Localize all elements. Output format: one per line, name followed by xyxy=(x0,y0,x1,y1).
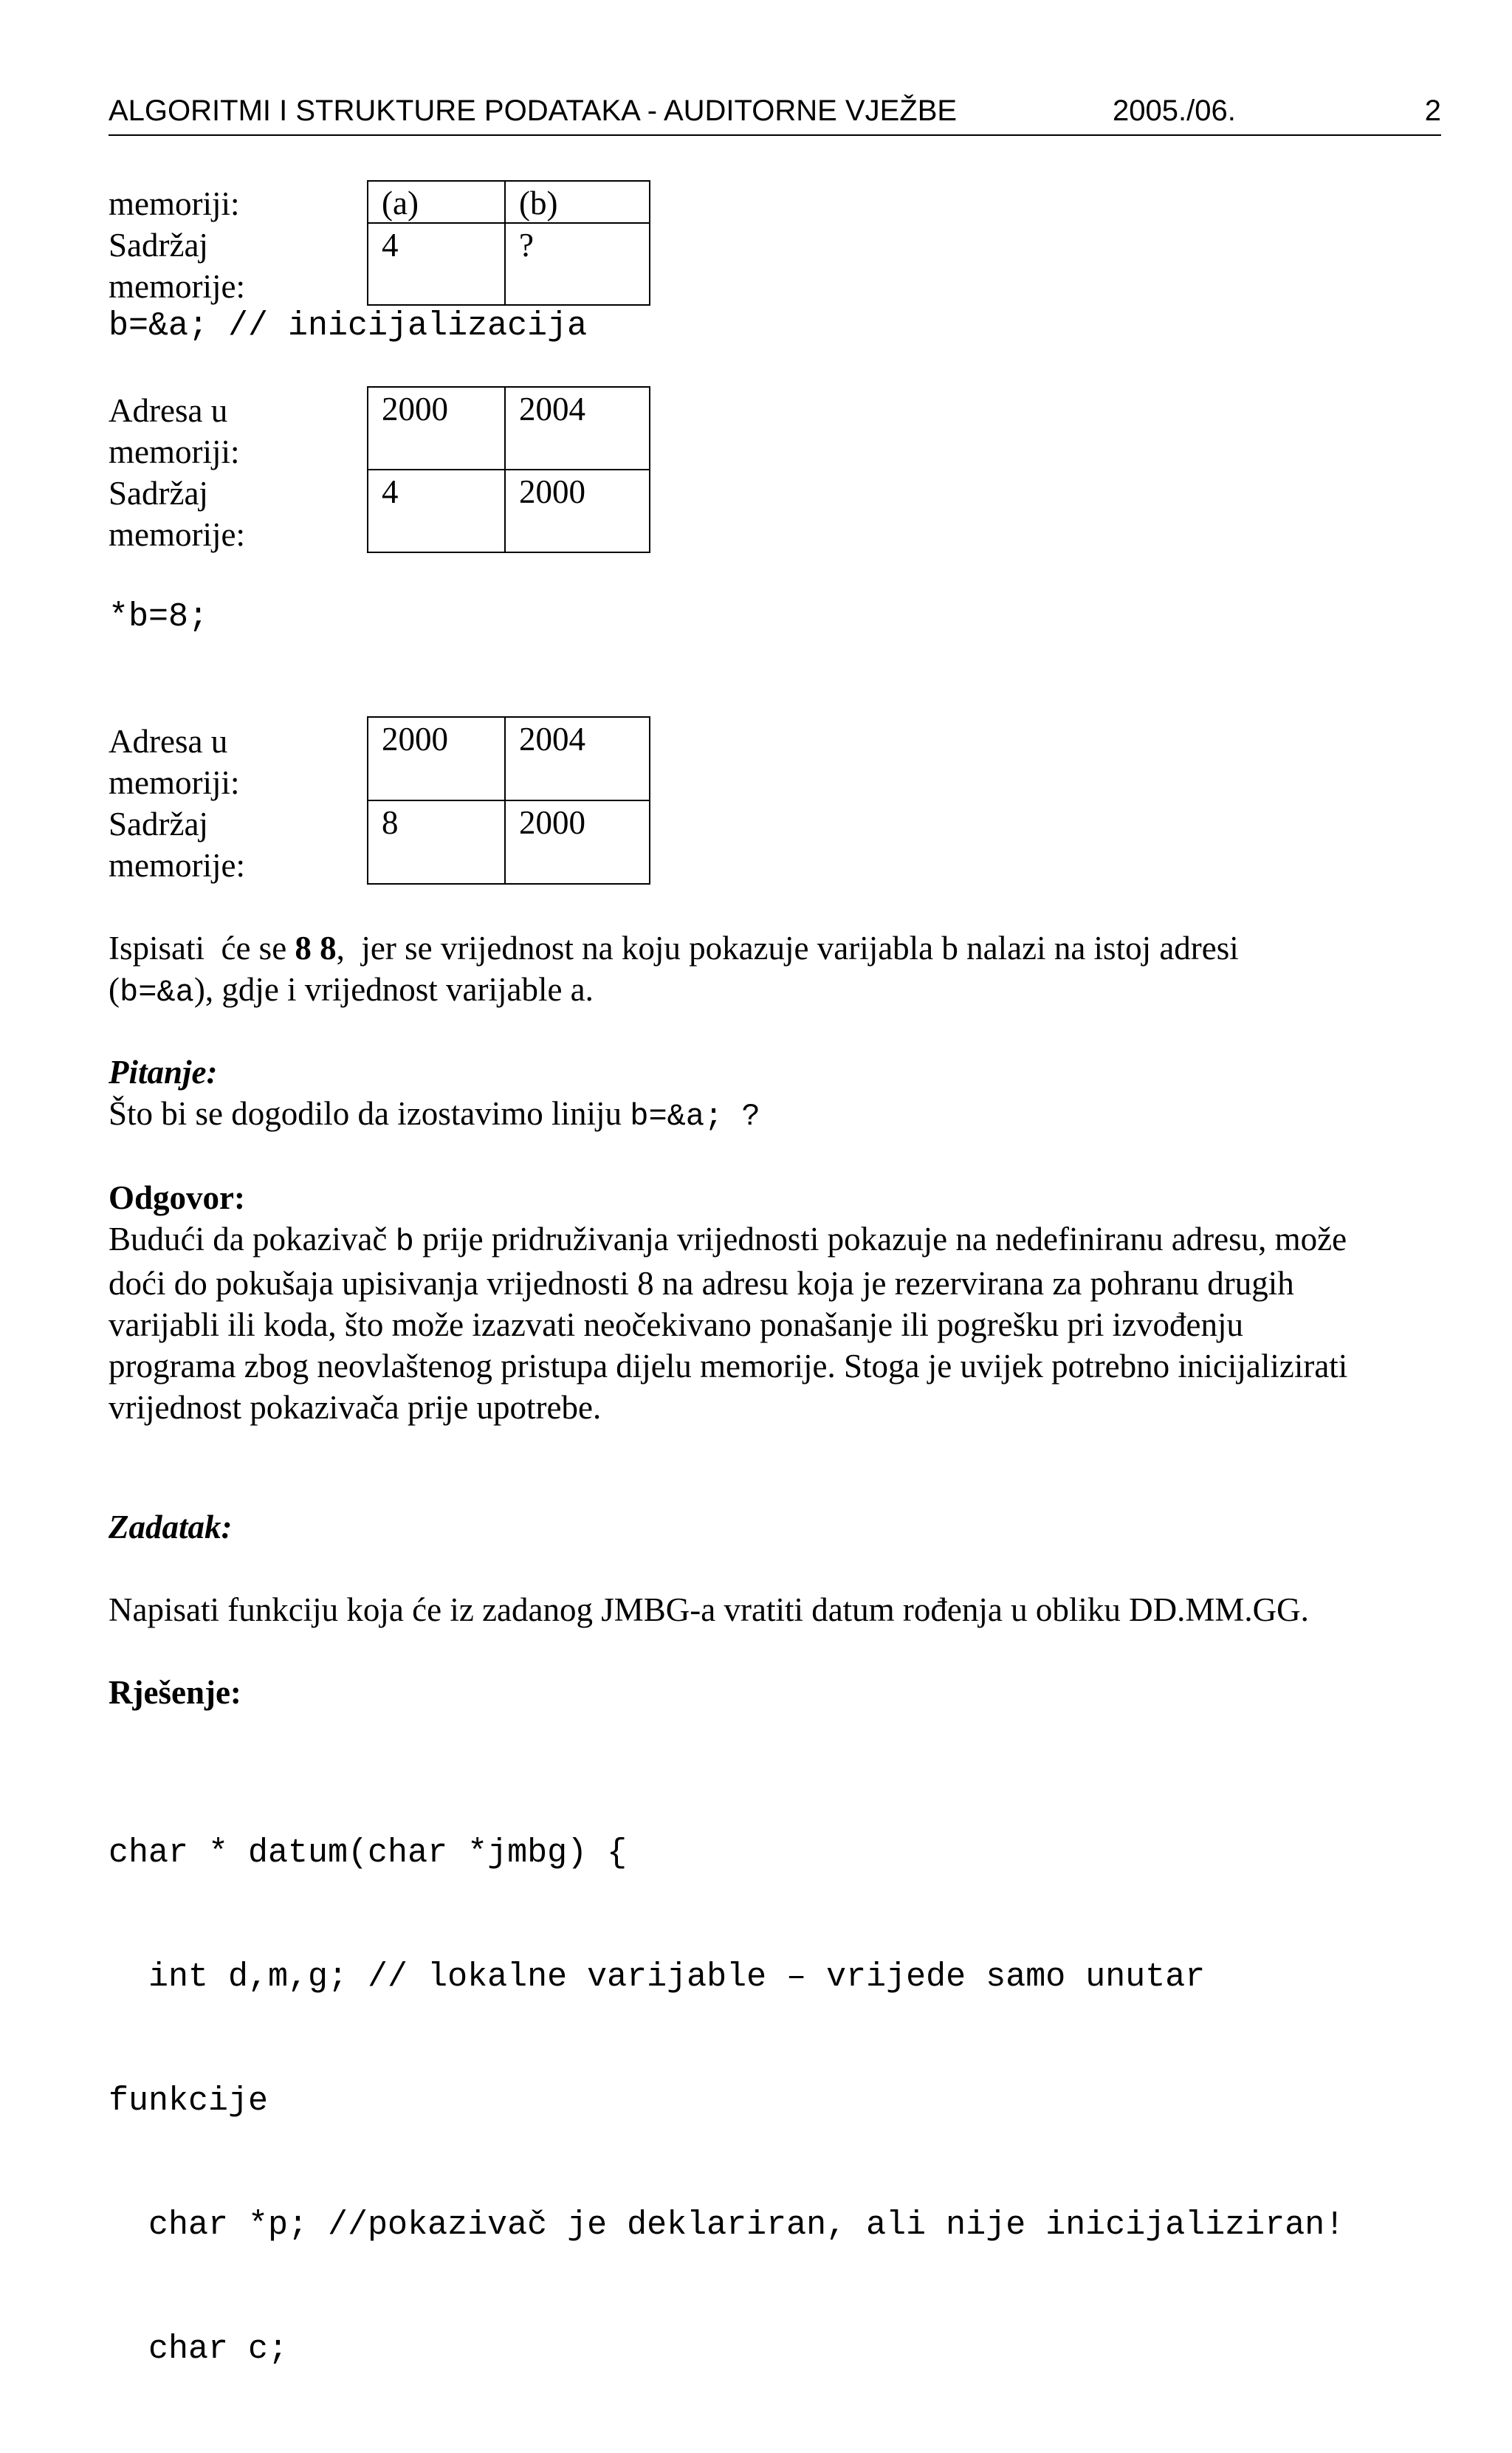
rjesenje-title: Rješenje: xyxy=(109,1674,241,1711)
label-sadrzaj: Sadržaj xyxy=(109,806,208,843)
explanation-line-1 xyxy=(109,927,1445,969)
page-number: 2 xyxy=(1424,95,1441,127)
memory-table-2 xyxy=(367,386,650,553)
paren-open: ( xyxy=(109,971,120,1008)
label-adresa-u: Adresa u xyxy=(109,723,228,760)
table-cell: 4 xyxy=(368,223,505,305)
label-memorije: memorije: xyxy=(109,268,245,305)
label-memorije: memorije: xyxy=(109,516,245,553)
inline-code: b=&a xyxy=(120,975,194,1010)
code-block xyxy=(109,1750,1344,2453)
odgovor-line: varijabli ili koda, što može izazvati neočekivano ponašanje ili pogrešku pri izvođenju xyxy=(109,1306,1244,1343)
memory-table-1 xyxy=(367,180,650,306)
label-memoriji: memoriji: xyxy=(109,764,240,801)
table-cell: 2000 xyxy=(368,387,505,470)
table-cell: 2004 xyxy=(505,717,650,800)
code-assign-line: *b=8; xyxy=(109,598,209,636)
course-title: ALGORITMI I STRUKTURE PODATAKA - AUDITORNE VJEŽBE xyxy=(109,95,958,127)
label-adresa-u: Adresa u xyxy=(109,392,228,429)
odgovor-text: prije pridruživanja vrijednosti pokazuje na nedefiniranu adresu, može xyxy=(413,1221,1347,1258)
zadatak-text: Napisati funkciju koja će iz zadanog JMBG-a vratiti datum rođenja u obliku DD.MM.GG. xyxy=(109,1591,1309,1628)
code-line: char c; xyxy=(109,2330,289,2368)
label-memoriji: memoriji: xyxy=(109,185,240,222)
table-cell: 4 xyxy=(368,470,505,552)
code-line: char *p; //pokazivač je deklariran, ali nije inicijaliziran! xyxy=(109,2206,1345,2244)
pitanje-heading: Pitanje: xyxy=(109,1054,218,1091)
odgovor-line: programa zbog neovlaštenog pristupa dijelu memorije. Stoga je uvijek potrebno inicijalizirati xyxy=(109,1348,1348,1385)
odgovor-line: doći do pokušaja upisivanja vrijednosti 8 na adresu koja je rezervirana za pohranu drugih xyxy=(109,1265,1294,1302)
label-memorije: memorije: xyxy=(109,847,245,884)
rjesenje-heading xyxy=(109,1672,1445,1713)
printed-output: 8 8 xyxy=(295,930,337,967)
explanation-middle: , jer se vrijednost na koju pokazuje varijabla b nalazi na istoj adresi xyxy=(336,930,1239,967)
table-cell: (a) xyxy=(368,181,505,223)
table-cell: (b) xyxy=(505,181,650,223)
pitanje-question: Što bi se dogodilo da izostavimo liniju xyxy=(109,1095,630,1132)
pitanje-section xyxy=(109,1051,1445,1137)
odgovor-section xyxy=(109,1177,1445,1428)
table-cell: 8 xyxy=(368,800,505,884)
code-init-line: b=&a; // inicijalizacija xyxy=(109,307,588,345)
odgovor-text: Budući da pokazivač xyxy=(109,1221,396,1258)
table-cell: 2000 xyxy=(505,470,650,552)
label-sadrzaj: Sadržaj xyxy=(109,475,208,512)
table-cell: 2000 xyxy=(368,717,505,800)
table-cell: ? xyxy=(505,223,650,305)
code-line: char * datum(char *jmbg) { xyxy=(109,1834,628,1872)
code-line: int d,m,g; // lokalne varijable – vrijede samo unutar xyxy=(109,1958,1206,1996)
inline-code: b=&a; ? xyxy=(630,1099,760,1134)
explanation-prefix: Ispisati će se xyxy=(109,930,295,967)
table-cell: 2000 xyxy=(505,800,650,884)
zadatak-heading xyxy=(109,1506,1445,1548)
page-header xyxy=(109,95,1441,136)
explanation-paragraph xyxy=(109,927,1445,1013)
odgovor-heading: Odgovor: xyxy=(109,1179,245,1216)
odgovor-line: vrijednost pokazivača prije upotrebe. xyxy=(109,1389,602,1426)
inline-code: b xyxy=(395,1224,414,1260)
label-sadrzaj: Sadržaj xyxy=(109,227,208,264)
label-memoriji: memoriji: xyxy=(109,433,240,470)
code-line: funkcije xyxy=(109,2082,269,2120)
explanation-rest: ), gdje i vrijednost varijable a. xyxy=(193,971,594,1008)
academic-year: 2005./06. xyxy=(1113,95,1236,127)
odgovor-line xyxy=(109,1218,1445,1263)
memory-table-3 xyxy=(367,716,650,885)
zadatak-title: Zadatak: xyxy=(109,1509,233,1545)
explanation-line-2 xyxy=(109,969,1445,1013)
pitanje-text xyxy=(109,1093,1445,1137)
table-cell: 2004 xyxy=(505,387,650,470)
